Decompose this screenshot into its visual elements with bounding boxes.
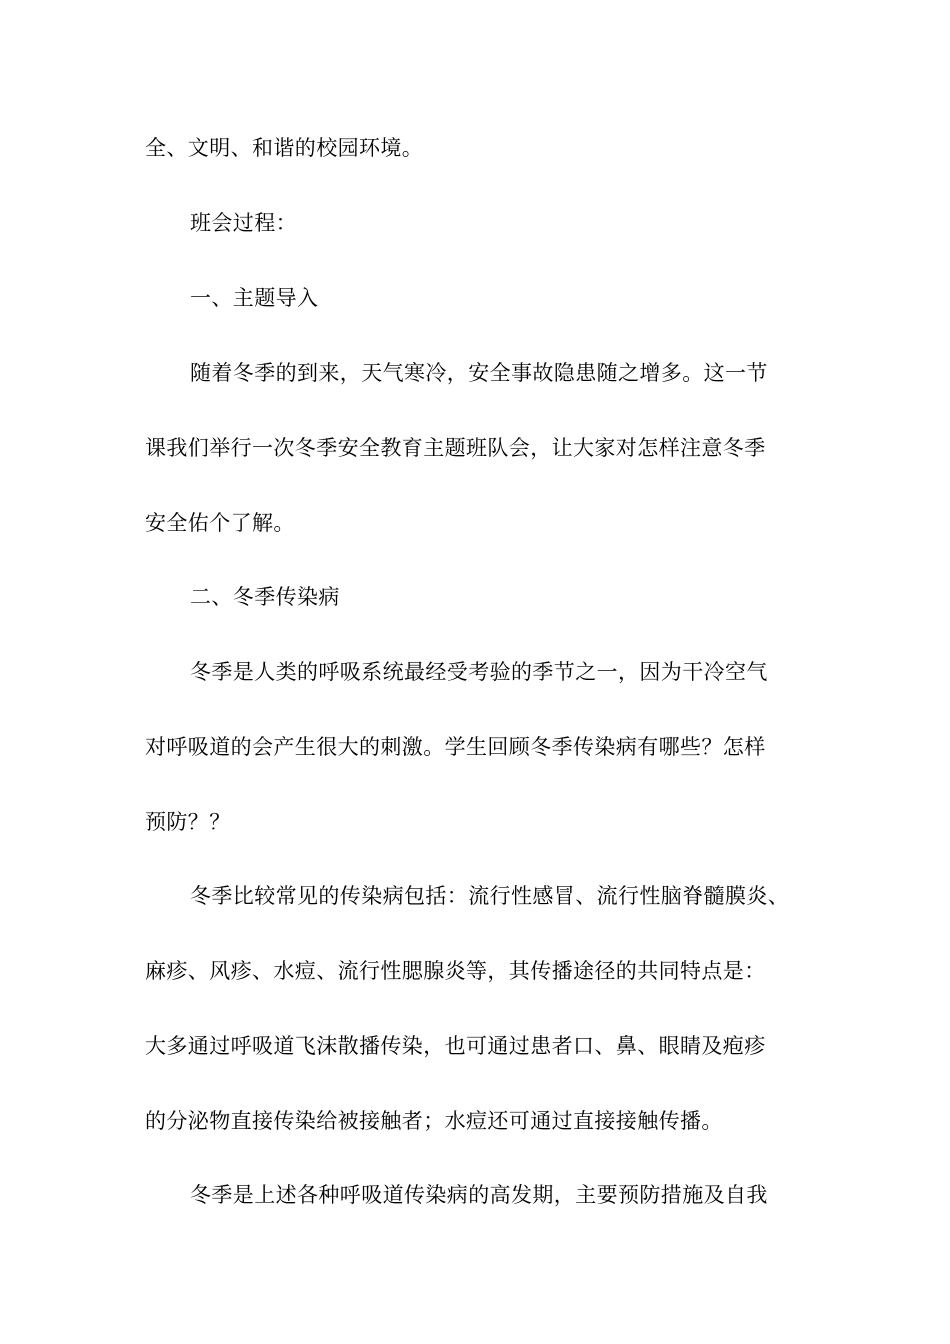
text-line-6: 安全佑个了解。	[145, 511, 295, 535]
text-line-4: 随着冬季的到来，天气寒冷，安全事故隐患随之增多。这一节	[190, 361, 768, 385]
text-line-2: 班会过程：	[190, 211, 297, 235]
text-line-12: 麻疹、风疹、水痘、流行性腮腺炎等，其传播途径的共同特点是：	[145, 959, 766, 983]
text-line-13: 大多通过呼吸道飞沫散播传染，也可通过患者口、鼻、眼睛及疱疹	[145, 1034, 766, 1058]
text-line-10: 预防？？	[145, 810, 231, 834]
text-line-8: 冬季是人类的呼吸系统最经受考验的季节之一，因为干冷空气	[190, 660, 768, 684]
text-line-3: 一、主题导入	[190, 286, 319, 310]
text-line-1: 全、文明、和谐的校园环境。	[145, 136, 424, 160]
text-line-9: 对呼吸道的会产生很大的刺激。学生回顾冬季传染病有哪些？怎样	[145, 735, 766, 759]
text-line-15: 冬季是上述各种呼吸道传染病的高发期，主要预防措施及自我	[190, 1183, 768, 1207]
text-line-14: 的分泌物直接传染给被接触者；水痘还可通过直接接触传播。	[145, 1109, 723, 1133]
text-line-5: 课我们举行一次冬季安全教育主题班队会，让大家对怎样注意冬季	[145, 436, 766, 460]
text-line-7: 二、冬季传染病	[190, 585, 340, 609]
text-line-11: 冬季比较常见的传染病包括：流行性感冒、流行性脑脊髓膜炎、	[190, 884, 790, 908]
